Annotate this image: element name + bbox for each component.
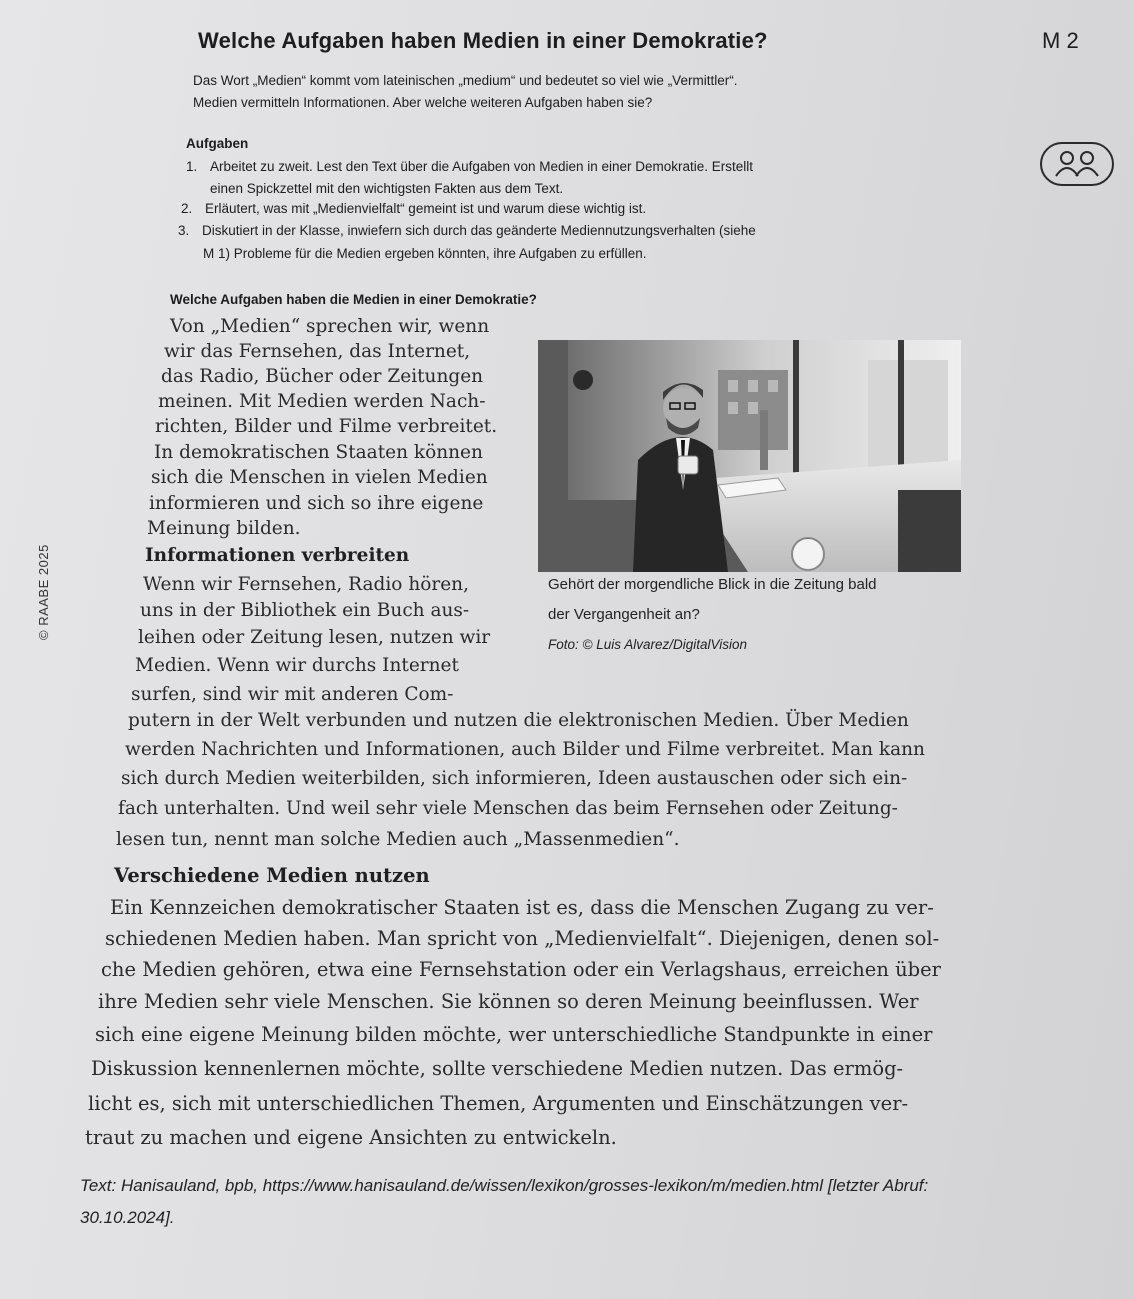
intro-line: Medien vermitteln Informationen. Aber welche weiteren Aufgaben haben sie?	[193, 95, 653, 110]
text-line: sich eine eigene Meinung bilden möchte, wer unterschiedliche Standpunkte in einer	[95, 1023, 933, 1046]
text-line: uns in der Bibliothek ein Buch aus-	[140, 600, 470, 621]
copyright-notice: © RAABE 2025	[36, 544, 51, 640]
text-line: che Medien gehören, etwa eine Fernsehstation oder ein Verlagshaus, erreichen über	[101, 958, 941, 981]
text-line: sich die Menschen in vielen Medien	[151, 467, 488, 488]
source-citation: Text: Hanisauland, bpb, https://www.hanisauland.de/wissen/lexikon/grosses-lexikon/m/medien.html [letzter Abruf:	[80, 1176, 929, 1195]
photo-caption: der Vergangenheit an?	[548, 606, 700, 623]
text-line: fach unterhalten. Und weil sehr viele Menschen das beim Fernsehen oder Zeitung-	[118, 798, 898, 819]
subheading-medien-nutzen: Verschiedene Medien nutzen	[114, 864, 430, 887]
task-number: 1.	[186, 159, 198, 174]
task-1-continued: einen Spickzettel mit den wichtigsten Fakten aus dem Text.	[210, 181, 564, 196]
text-line: Von „Medien“ sprechen wir, wenn	[170, 316, 490, 337]
task-number: 3.	[178, 223, 190, 238]
intro-line: Das Wort „Medien“ kommt vom lateinischen „medium“ und bedeutet so viel wie „Vermittler“.	[193, 73, 738, 88]
pair-work-icon	[1040, 142, 1114, 186]
text-line: werden Nachrichten und Informationen, auch Bilder und Filme verbreitet. Man kann	[125, 739, 925, 760]
task-3	[178, 220, 756, 242]
photo-credit: Foto: © Luis Alvarez/DigitalVision	[548, 637, 748, 652]
text-line: Wenn wir Fernsehen, Radio hören,	[143, 574, 469, 595]
text-line: richten, Bilder und Filme verbreitet.	[155, 416, 498, 437]
text-line: In demokratischen Staaten können	[154, 442, 483, 463]
worksheet-title: Welche Aufgaben haben Medien in einer Demokratie?	[198, 28, 768, 53]
text-line: licht es, sich mit unterschiedlichen Themen, Argumenten und Einschätzungen ver-	[88, 1092, 909, 1115]
text-line: putern in der Welt verbunden und nutzen die elektronischen Medien. Über Medien	[128, 710, 909, 731]
text-line: Diskussion kennenlernen möchte, sollte verschiedene Medien nutzen. Das ermög-	[91, 1057, 904, 1080]
material-label: M 2	[1042, 28, 1079, 53]
newspaper-reader-photo	[538, 340, 961, 572]
text-line: Ein Kennzeichen demokratischer Staaten ist es, dass die Menschen Zugang zu ver-	[110, 896, 934, 919]
intro-text	[193, 70, 933, 114]
text-line: surfen, sind wir mit anderen Com-	[131, 684, 454, 705]
task-1	[186, 156, 753, 178]
text-line: ihre Medien sehr viele Menschen. Sie können so deren Meinung beeinflussen. Wer	[98, 990, 919, 1013]
task-text: Erläutert, was mit „Medienvielfalt“ gemeint ist und warum diese wichtig ist.	[205, 201, 647, 216]
task-text: Arbeitet zu zweit. Lest den Text über die Aufgaben von Medien in einer Demokratie. Erstellt	[210, 159, 754, 174]
source-citation: 30.10.2024].	[80, 1208, 175, 1227]
text-line: wir das Fernsehen, das Internet,	[164, 341, 471, 362]
article-heading: Welche Aufgaben haben die Medien in einer Demokratie?	[170, 292, 537, 307]
text-line: Medien. Wenn wir durchs Internet	[135, 655, 459, 676]
text-line: traut zu machen und eigene Ansichten zu entwickeln.	[85, 1126, 617, 1149]
task-3-continued: M 1) Probleme für die Medien ergeben könnten, ihre Aufgaben zu erfüllen.	[203, 246, 647, 261]
task-text: Diskutiert in der Klasse, inwiefern sich durch das geänderte Mediennutzungsverhalten (siehe	[202, 223, 756, 238]
text-line: informieren und sich so ihre eigene	[149, 493, 484, 514]
text-line: lesen tun, nennt man solche Medien auch „Massenmedien“.	[116, 829, 680, 850]
task-number: 2.	[181, 201, 193, 216]
photo-caption: Gehört der morgendliche Blick in die Zeitung bald	[548, 576, 877, 593]
tasks-heading: Aufgaben	[186, 136, 249, 151]
text-line: schiedenen Medien haben. Man spricht von „Medienvielfalt“. Diejenigen, denen sol-	[105, 927, 940, 950]
text-line: leihen oder Zeitung lesen, nutzen wir	[138, 627, 491, 648]
task-2	[181, 198, 646, 220]
text-line: sich durch Medien weiterbilden, sich informieren, Ideen austauschen oder sich ein-	[121, 768, 908, 789]
subheading-informationen: Informationen verbreiten	[145, 545, 410, 566]
text-line: das Radio, Bücher oder Zeitungen	[161, 366, 484, 387]
text-line: Meinung bilden.	[147, 518, 301, 539]
text-line: meinen. Mit Medien werden Nach-	[158, 391, 486, 412]
